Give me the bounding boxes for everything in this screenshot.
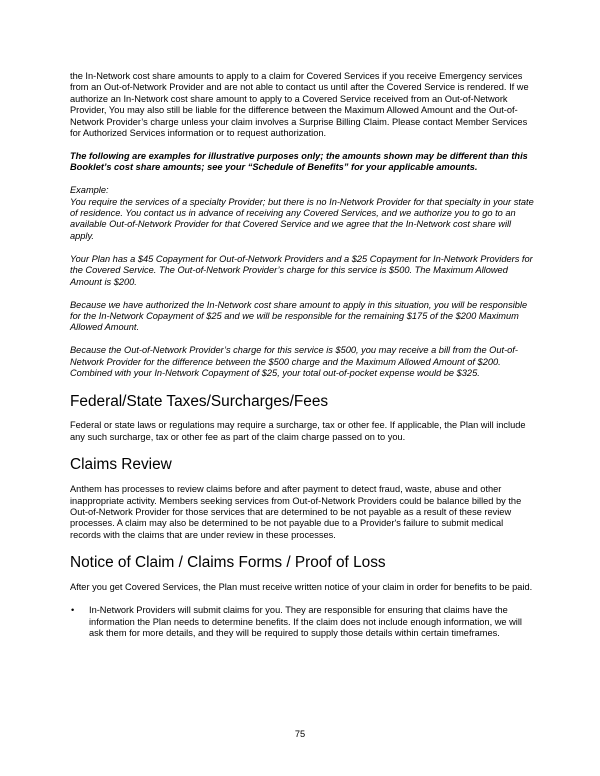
list-item-text: In-Network Providers will submit claims for you. They are responsible for ensuring that claims have the information the Plan needs to determine benefits. If the claim does not include enough information, we will ask them for more details, and they will be required to supply those details within certain timeframes. <box>89 605 522 638</box>
document-page <box>70 71 536 639</box>
illustrative-disclaimer: The following are examples for illustrative purposes only; the amounts shown may be different than this Booklet’s cost share amounts; see your “Schedule of Benefits” for your applicable amounts. <box>70 150 528 173</box>
list-item <box>70 605 536 639</box>
federal-taxes-paragraph: Federal or state laws or regulations may require a surcharge, tax or other fee. If applicable, the Plan will include any such surcharge, tax or other fee as part of the claim charge passed on to you. <box>70 420 526 442</box>
example-paragraph-1: You require the services of a specialty Provider; but there is no In-Network Provider for that specialty in your state of residence. You contact us in advance of receiving any Covered Services, and we authorize you to go to an available Out-of-Network Provider for that Covered Service and we agree that the In-Network cost share will apply. <box>70 196 534 241</box>
example-paragraph-4: Because the Out-of-Network Provider’s charge for this service is $500, you may receive a bill from the Out-of-Network Provider for the difference between the $500 charge and the Maximum Allowed Amount of $200. Combined with your In-Network Copayment of $25, your total out-of-pocket expense would be $325. <box>70 345 518 379</box>
bullet-icon: • <box>71 605 75 616</box>
page-number: 75 <box>294 729 306 739</box>
example-paragraph-3: Because we have authorized the In-Network cost share amount to apply in this situation, you will be responsible for the In-Network Copayment of $25 and we will be responsible for the remaining $175 of the $200 Maximum Allowed Amount. <box>70 299 528 333</box>
section-heading-claims-review: Claims Review <box>70 456 172 474</box>
notice-of-claim-paragraph: After you get Covered Services, the Plan must receive written notice of your claim in order for benefits to be paid. <box>70 582 533 593</box>
intro-paragraph: the In-Network cost share amounts to apply to a claim for Covered Services if you receive Emergency services from an Out-of-Network Provider and are not able to contact us until after the Covered Service is rendered. If we authorize an In-Network cost share amount to apply to a Covered Service received from an Out-of-Network Provider, You may also still be liable for the difference between the Maximum Allowed Amount and the Out-of-Network Provider’s charge unless your claim involves a Surprise Billing Claim. Please contact Member Services for Authorized Services information or to request authorization. <box>70 71 529 139</box>
example-label: Example: <box>70 185 109 196</box>
section-heading-federal-taxes: Federal/State Taxes/Surcharges/Fees <box>70 393 329 411</box>
section-heading-notice-of-claim: Notice of Claim / Claims Forms / Proof of Loss <box>70 554 386 572</box>
claims-review-paragraph: Anthem has processes to review claims before and after payment to detect fraud, waste, abuse and other inappropriate activity. Members seeking services from Out-of-Network Providers could be balance billed by the Out-of-Network Provider for those services that are determined to be not payable as a result of these review processes. A claim may also be determined to be not payable due to a Provider's failure to submit medical records with the claims that are under review in these processes. <box>70 484 522 540</box>
example-paragraph-2: Your Plan has a $45 Copayment for Out-of-Network Providers and a $25 Copayment for In-Network Providers for the Covered Service. The Out-of-Network Provider’s charge for this service is $500. The Maximum Allowed Amount is $200. <box>70 253 533 287</box>
